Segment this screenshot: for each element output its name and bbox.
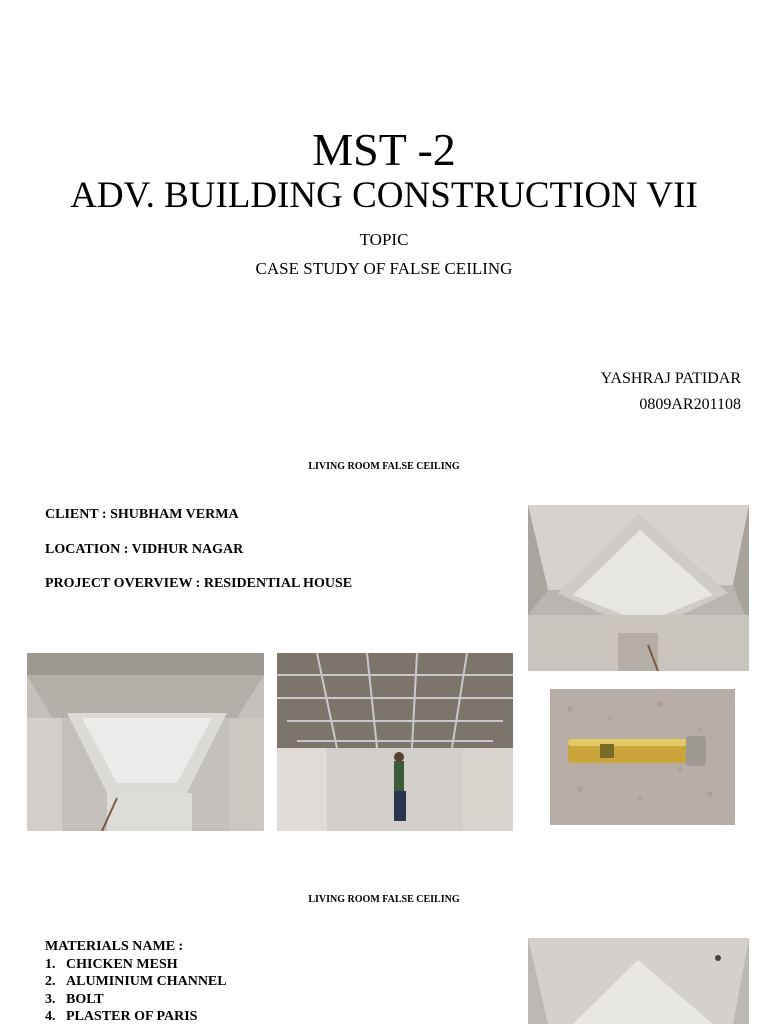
materials-list: [45, 938, 227, 1026]
anchor-bolt-photo: [550, 689, 735, 825]
material-name: PLASTER OF PARIS: [66, 1009, 198, 1025]
material-name: CHICKEN MESH: [66, 956, 178, 972]
materials-title: MATERIALS NAME :: [45, 939, 184, 954]
finished-ceiling-photo: [528, 505, 749, 671]
finished-ceiling-photo-2: [528, 938, 749, 1024]
author-name: YASHRAJ PATIDAR: [600, 370, 741, 387]
project-overview-line: PROJECT OVERVIEW : RESIDENTIAL HOUSE: [45, 576, 353, 591]
material-number: 2.: [45, 974, 56, 990]
client-line: CLIENT : SHUBHAM VERMA: [45, 507, 239, 522]
material-name: ALUMINIUM CHANNEL: [66, 974, 227, 990]
material-number: 3.: [45, 991, 56, 1007]
course-title: ADV. BUILDING CONSTRUCTION VII: [70, 175, 698, 216]
document-title: MST -2: [312, 124, 456, 175]
section-heading: LIVING ROOM FALSE CEILING: [308, 894, 460, 905]
author-id: 0809AR201108: [639, 396, 741, 413]
ceiling-gypsum-photo: [27, 653, 264, 831]
material-number: 4.: [45, 1009, 56, 1025]
material-item: [45, 1008, 227, 1026]
material-item: [45, 956, 227, 974]
aluminium-framing-photo: [277, 653, 513, 831]
material-item: [45, 991, 227, 1009]
location-line: LOCATION : VIDHUR NAGAR: [45, 542, 244, 557]
section-heading: LIVING ROOM FALSE CEILING: [308, 461, 460, 472]
material-number: 1.: [45, 956, 56, 972]
material-name: BOLT: [66, 991, 104, 1007]
topic-text: CASE STUDY OF FALSE CEILING: [255, 259, 513, 278]
material-item: [45, 973, 227, 991]
topic-label: TOPIC: [359, 230, 409, 249]
